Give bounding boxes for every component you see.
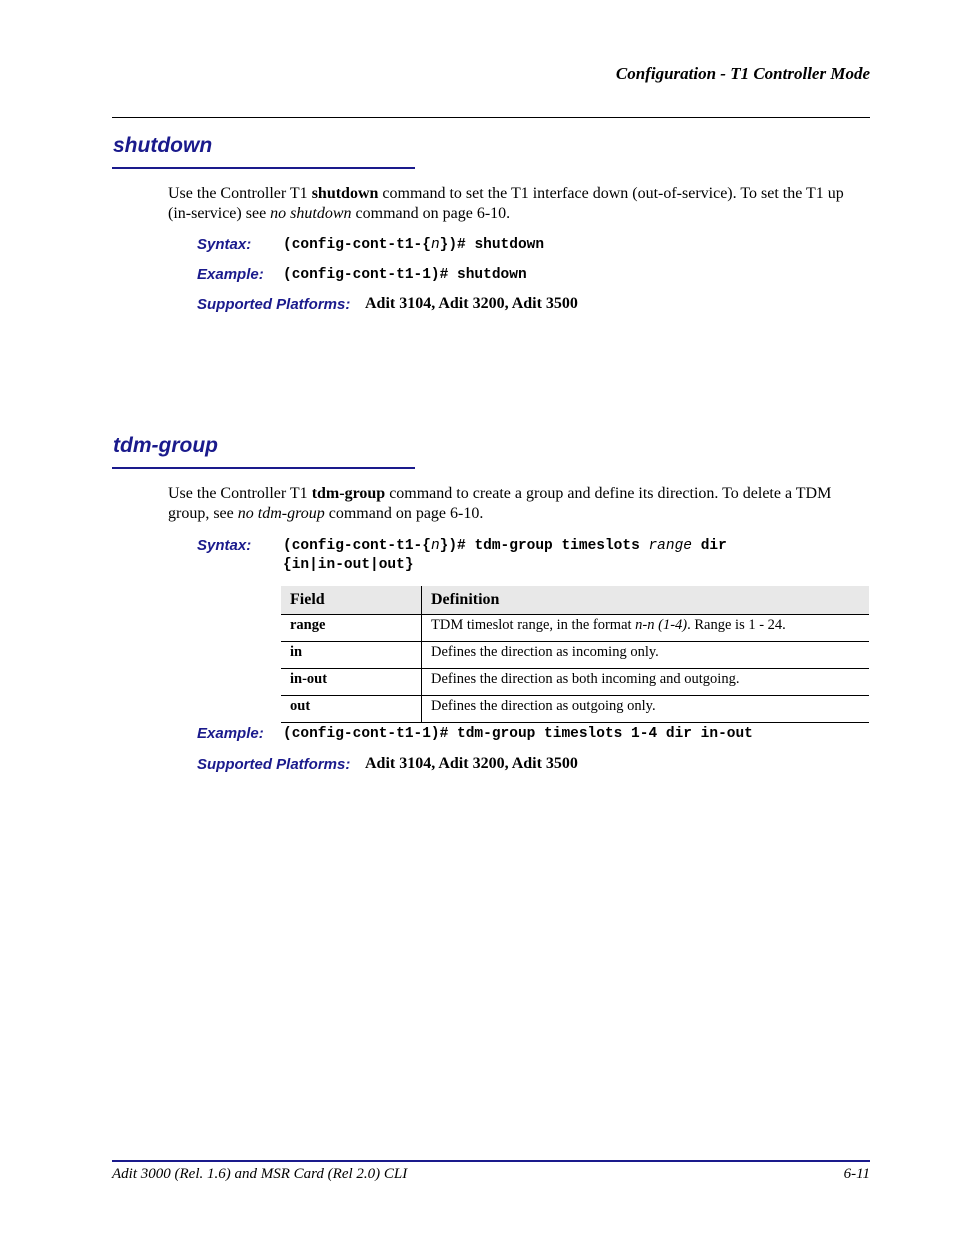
table-row (281, 642, 869, 669)
definition-cell: Defines the direction as incoming only. (422, 642, 870, 669)
field-cell: out (281, 696, 422, 723)
shutdown-syntax: (config-cont-t1-{n})# shutdown (283, 237, 545, 253)
field-cell: in (281, 642, 422, 669)
syntax-label: Syntax: (197, 236, 252, 253)
platforms-label: Supported Platforms: (197, 296, 351, 313)
tdm-group-platforms: Adit 3104, Adit 3200, Adit 3500 (365, 755, 578, 772)
section-title-shutdown: shutdown (113, 134, 213, 157)
tdm-group-description: Use the Controller T1 tdm-group command to create a group and define its direction. To delete a TDM group, see no tdm-group command on page 6-10. (168, 485, 832, 522)
header-rule (112, 117, 870, 118)
platforms-label: Supported Platforms: (197, 756, 351, 773)
syntax-label: Syntax: (197, 537, 252, 554)
field-definition-table (281, 586, 869, 723)
tdm-group-syntax: (config-cont-t1-{n})# tdm-group timeslots range dir {in|in-out|out} (283, 538, 727, 573)
running-header: Configuration - T1 Controller Mode (615, 64, 870, 83)
definition-cell: TDM timeslot range, in the format n-n (1-4). Range is 1 - 24. (422, 615, 870, 642)
field-cell: range (281, 615, 422, 642)
shutdown-example: (config-cont-t1-1)# shutdown (283, 267, 527, 283)
shutdown-platforms: Adit 3104, Adit 3200, Adit 3500 (365, 295, 578, 312)
example-label: Example: (197, 725, 264, 742)
example-label: Example: (197, 266, 264, 283)
shutdown-description: Use the Controller T1 shutdown command to set the T1 interface down (out-of-service). To set the T1 up (in-service) see no shutdown command on page 6-10. (168, 185, 844, 222)
table-row (281, 696, 869, 723)
page-number: 6-11 (843, 1166, 870, 1182)
column-header-definition: Definition (422, 586, 870, 615)
footer-doc-title: Adit 3000 (Rel. 1.6) and MSR Card (Rel 2.0) CLI (112, 1166, 408, 1182)
section-title-tdm-group: tdm-group (113, 434, 218, 457)
table-header-row (281, 586, 869, 615)
definition-cell: Defines the direction as outgoing only. (422, 696, 870, 723)
tdm-group-example: (config-cont-t1-1)# tdm-group timeslots 1-4 dir in-out (283, 726, 753, 742)
field-cell: in-out (281, 669, 422, 696)
table-row (281, 669, 869, 696)
section-rule-shutdown (112, 167, 415, 169)
column-header-field: Field (281, 586, 422, 615)
table-row (281, 615, 869, 642)
definition-cell: Defines the direction as both incoming and outgoing. (422, 669, 870, 696)
footer-rule (112, 1160, 870, 1162)
section-rule-tdm-group (112, 467, 415, 469)
